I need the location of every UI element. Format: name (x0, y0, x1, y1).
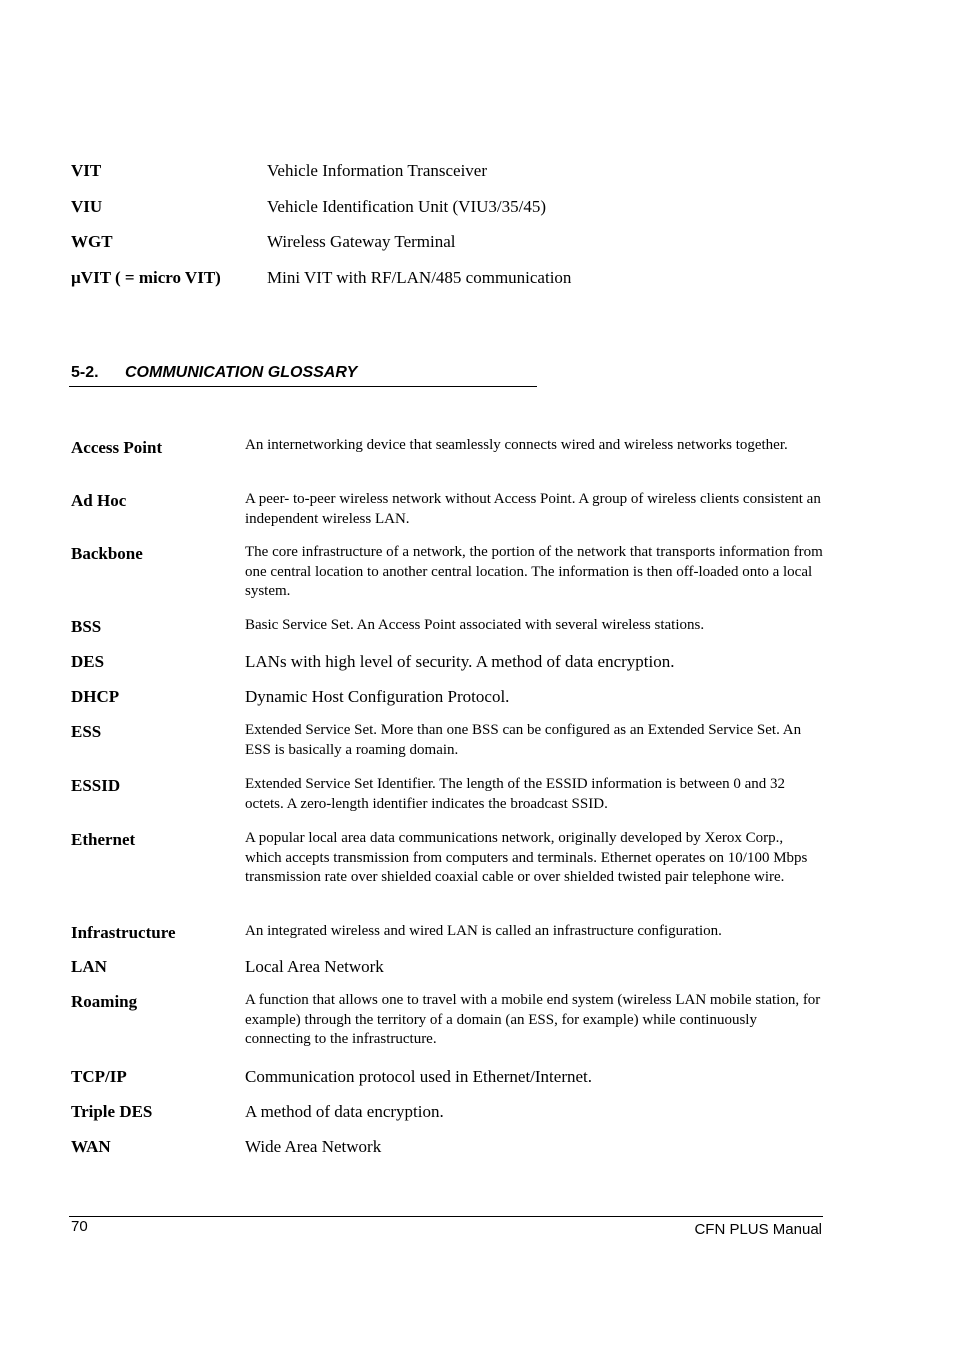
glossary-term: DHCP (71, 687, 120, 706)
glossary-term: Triple DES (71, 1102, 153, 1121)
abbreviation-definition: Mini VIT with RF/LAN/485 communication (267, 268, 572, 288)
footer-divider (69, 1216, 823, 1217)
abbreviation-definition: Vehicle Information Transceiver (267, 161, 487, 180)
glossary-term: DES (71, 652, 105, 671)
glossary-term: Infrastructure (71, 923, 176, 942)
glossary-entry (71, 956, 831, 991)
glossary-definition: Extended Service Set. More than one BSS can be configured as an Extended Service Set. An ESS is basically a roaming domain. (245, 722, 802, 758)
glossary-definition: An integrated wireless and wired LAN is called an infrastructure configuration. (245, 923, 722, 939)
glossary-definition: Dynamic Host Configuration Protocol. (245, 687, 510, 706)
glossary-entry (71, 775, 831, 829)
abbreviation-table (71, 160, 771, 303)
glossary-term: Ethernet (71, 830, 136, 849)
glossary-entry (71, 991, 831, 1066)
abbreviation-term: VIU (71, 196, 103, 216)
abbreviation-definition: Vehicle Identification Unit (VIU3/35/45) (267, 196, 547, 216)
abbreviation-definition: Wireless Gateway Terminal (267, 232, 456, 252)
abbreviation-term: µVIT ( = micro VIT) (71, 268, 221, 288)
page-number: 70 (71, 1218, 88, 1235)
glossary-definition: A peer- to-peer wireless network without Access Point. A group of wireless clients consistent an independent wireless LAN. (245, 491, 821, 527)
glossary-entry (71, 721, 831, 775)
glossary-list (71, 436, 831, 1171)
section-number: 5-2. (71, 364, 99, 381)
glossary-term: Ad Hoc (71, 491, 127, 510)
section-title: COMMUNICATION GLOSSARY (125, 364, 358, 381)
glossary-entry (71, 922, 831, 956)
abbreviation-term: WGT (71, 232, 113, 252)
glossary-definition: Basic Service Set. An Access Point associated with several wireless stations. (245, 617, 705, 633)
glossary-term: LAN (71, 957, 107, 976)
glossary-definition: An internetworking device that seamlessly connects wired and wireless networks together. (245, 437, 788, 453)
glossary-term: ESSID (71, 776, 121, 795)
glossary-term: Access Point (71, 438, 163, 457)
glossary-definition: A function that allows one to travel with a mobile end system (wireless LAN mobile station, for example) through the territory of a domain (an ESS, for example) while continuously connecting to the infrastructure. (245, 992, 821, 1048)
glossary-term: BSS (71, 617, 102, 636)
glossary-term: ESS (71, 722, 102, 741)
glossary-entry (71, 543, 831, 616)
glossary-term: WAN (71, 1137, 111, 1156)
glossary-entry (71, 651, 831, 686)
glossary-entry (71, 686, 831, 721)
glossary-entry (71, 1066, 831, 1101)
glossary-definition: Extended Service Set Identifier. The length of the ESSID information is between 0 and 32 octets. A zero-length identifier indicates the broadcast SSID. (245, 776, 786, 812)
glossary-definition: Communication protocol used in Ethernet/Internet. (245, 1067, 592, 1086)
glossary-definition: A method of data encryption. (245, 1102, 444, 1121)
glossary-entry (71, 436, 831, 490)
document-title: CFN PLUS Manual (694, 1221, 822, 1238)
glossary-definition: A popular local area data communications network, originally developed by Xerox Corp., which accepts transmission from computers and terminals. Ethernet operates on 10/100 Mbps transmission rate over shielded coaxial cable or over shielded twisted pair telephone wire. (245, 830, 808, 886)
abbreviation-row (71, 160, 771, 196)
glossary-definition: Wide Area Network (245, 1137, 382, 1156)
abbreviation-row (71, 196, 771, 232)
glossary-term: Backbone (71, 544, 143, 563)
section-heading (69, 362, 537, 387)
glossary-definition: Local Area Network (245, 957, 384, 976)
abbreviation-term: VIT (71, 161, 102, 180)
glossary-entry (71, 490, 831, 543)
glossary-entry (71, 829, 831, 922)
glossary-definition: LANs with high level of security. A method of data encryption. (245, 652, 675, 671)
glossary-entry (71, 1101, 831, 1136)
glossary-entry (71, 1136, 831, 1171)
glossary-definition: The core infrastructure of a network, the portion of the network that transports information from one central location to another central location. The information is then off-loaded onto a local system. (245, 544, 823, 600)
glossary-entry (71, 616, 831, 651)
glossary-term: Roaming (71, 992, 138, 1011)
glossary-term: TCP/IP (71, 1067, 127, 1086)
abbreviation-row (71, 267, 771, 303)
abbreviation-row (71, 231, 771, 267)
